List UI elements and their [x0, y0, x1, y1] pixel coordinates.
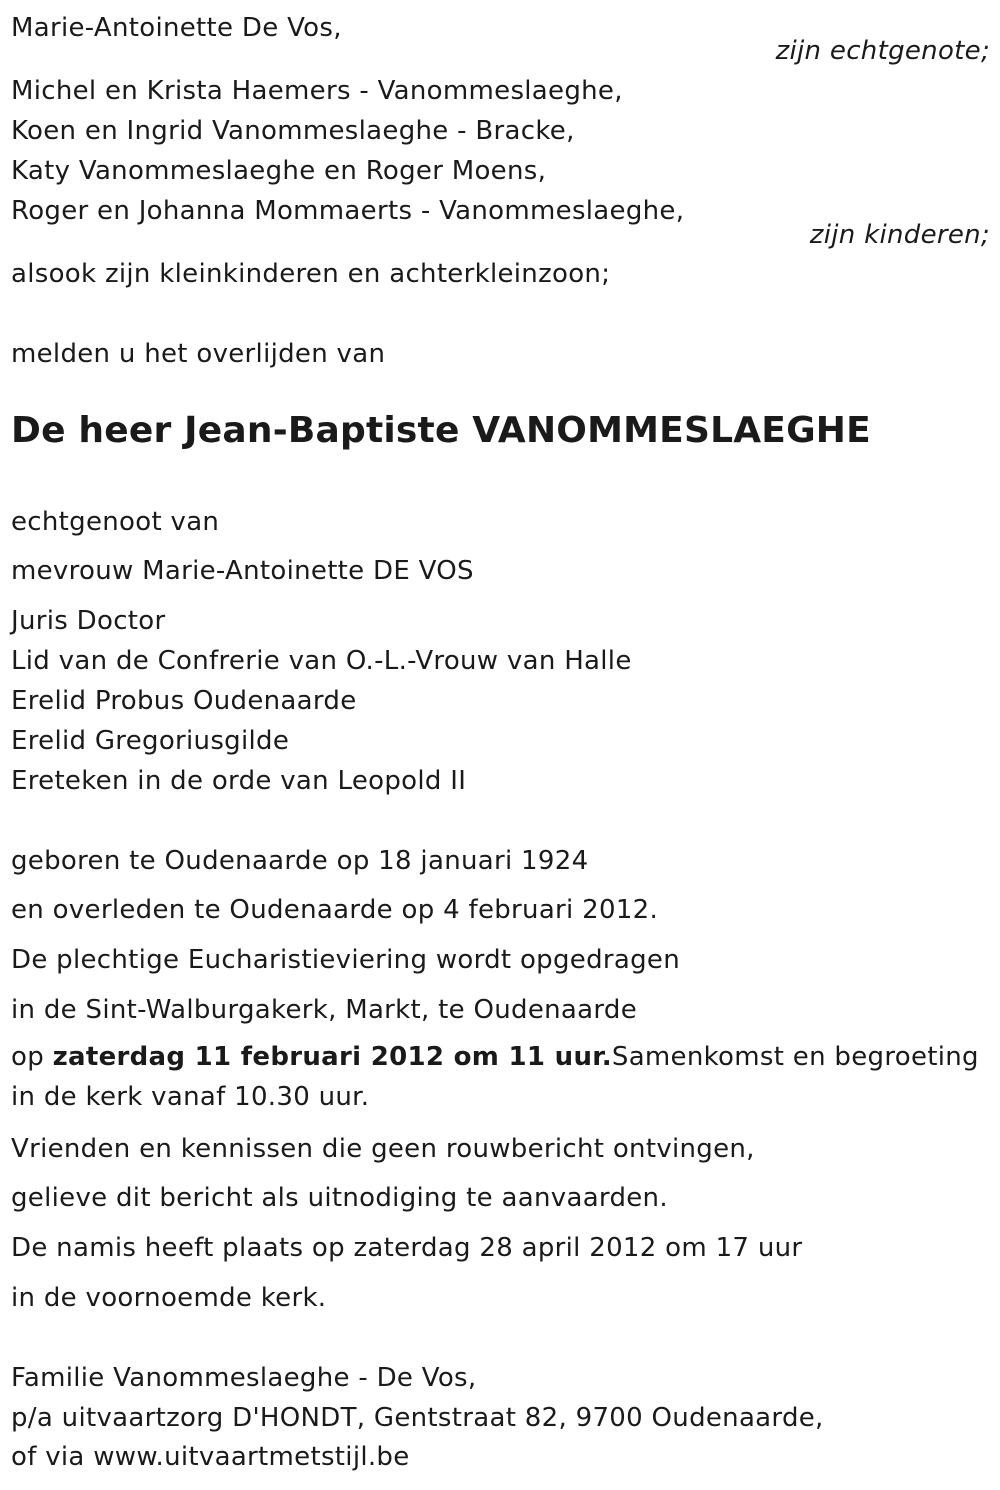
service-line: in de Sint-Walburgakerk, Markt, te Oudenaarde [11, 995, 638, 1025]
title-line: Erelid Gregoriusgilde [11, 726, 290, 756]
deceased-name: De heer Jean-Baptiste VANOMMESLAEGHE [11, 410, 871, 451]
title-line: Lid van de Confrerie van O.-L.-Vrouw van Halle [11, 646, 632, 676]
invitation-line: Vrienden en kennissen die geen rouwbericht ontvingen, [11, 1134, 755, 1164]
child-line: Katy Vanommeslaeghe en Roger Moens, [11, 156, 547, 186]
contact-website: of via www.uitvaartmetstijl.be [11, 1442, 410, 1472]
child-line: Roger en Johanna Mommaerts - Vanommeslaeghe, [11, 196, 685, 226]
announcement-line: melden u het overlijden van [11, 339, 386, 369]
grandchildren-line: alsook zijn kleinkinderen en achterkleinzoon; [11, 259, 611, 289]
spouse-role: zijn echtgenote; [775, 36, 990, 66]
child-line: Koen en Ingrid Vanommeslaeghe - Bracke, [11, 116, 575, 146]
children-role: zijn kinderen; [809, 220, 990, 250]
service-datetime-paragraph [11, 1037, 996, 1117]
birth-line: geboren te Oudenaarde op 18 januari 1924 [11, 846, 589, 876]
wife-name: mevrouw Marie-Antoinette DE VOS [11, 556, 474, 586]
child-line: Michel en Krista Haemers - Vanommeslaeghe, [11, 76, 623, 106]
service-line: De plechtige Eucharistieviering wordt opgedragen [11, 945, 680, 975]
title-line: Ereteken in de orde van Leopold II [11, 766, 467, 796]
death-line: en overleden te Oudenaarde op 4 februari 2012. [11, 895, 659, 925]
invitation-line: gelieve dit bericht als uitnodiging te aanvaarden. [11, 1183, 668, 1213]
memorial-line: De namis heeft plaats op zaterdag 28 april 2012 om 17 uur [11, 1233, 803, 1263]
contact-address: p/a uitvaartzorg D'HONDT, Gentstraat 82, 9700 Oudenaarde, [11, 1403, 824, 1433]
husband-of-line: echtgenoot van [11, 507, 220, 537]
memorial-line: in de voornoemde kerk. [11, 1283, 327, 1313]
service-datetime: zaterdag 11 februari 2012 om 11 uur. [52, 1042, 612, 1072]
service-prefix: op [11, 1042, 53, 1072]
title-line: Juris Doctor [11, 606, 166, 636]
contact-family: Familie Vanommeslaeghe - De Vos, [11, 1363, 477, 1393]
service-suffix: Samenkomst en begroeting in de kerk vanaf 10.30 uur. [11, 1042, 979, 1112]
spouse-name: Marie-Antoinette De Vos, [11, 13, 342, 43]
title-line: Erelid Probus Oudenaarde [11, 686, 357, 716]
